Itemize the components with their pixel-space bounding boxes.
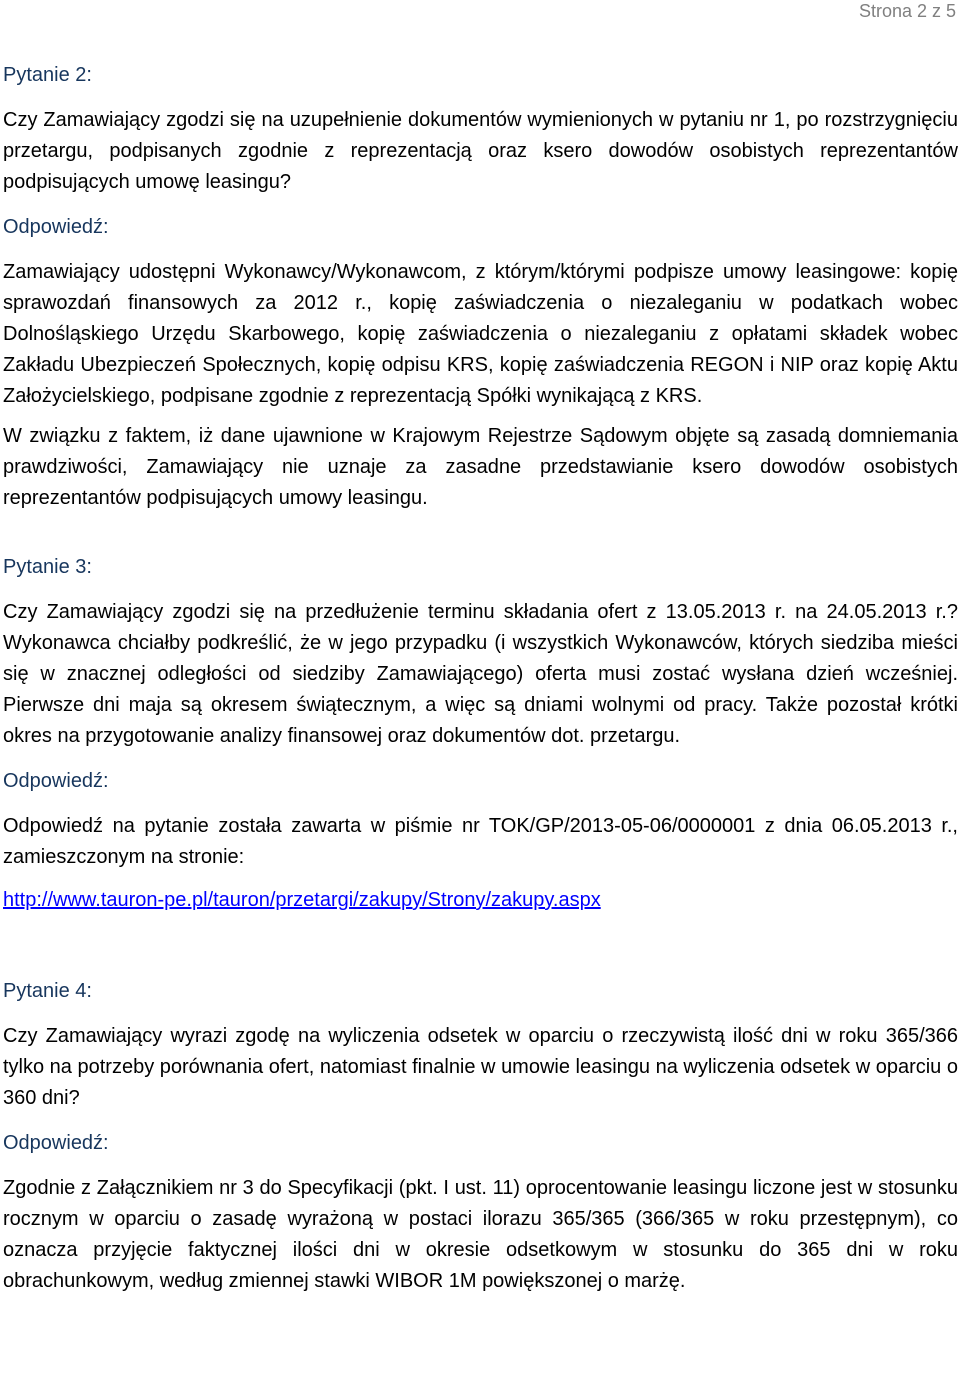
- answer-2-heading: Odpowiedź:: [3, 216, 109, 238]
- page-number: Strona 2 z 5: [858, 1, 956, 21]
- question-4-heading: Pytanie 4:: [3, 980, 92, 1002]
- question-2-heading: Pytanie 2:: [3, 64, 92, 86]
- answer-3-link-line: [3, 885, 958, 916]
- question-2-text: Czy Zamawiający zgodzi się na uzupełnienie dokumentów wymienionych w pytaniu nr 1, po rozstrzygnięciu przetargu, podpisanych zgodnie z reprezentacją oraz ksero dowodów osobistych reprezentantów podpisujących umowę leasingu?: [3, 109, 958, 193]
- answer-2-text-continued: W związku z faktem, iż dane ujawnione w Krajowym Rejestrze Sądowym objęte są zasadą domniemania prawdziwości, Zamawiający nie uznaje za zasadne przedstawianie ksero dowodów osobistych reprezentantów podpisujących umowy leasingu.: [3, 425, 958, 509]
- answer-4-text: Zgodnie z Załącznikiem nr 3 do Specyfikacji (pkt. I ust. 11) oprocentowanie leasingu liczone jest w stosunku rocznym w oparciu o zasadę wyrażoną w postaci ilorazu 365/365 (366/365 w roku przestępnym), co oznacza przyjęcie faktycznej ilości dni w okresie odsetkowym w stosunku do 365 dni w roku obrachunkowym, według zmiennej stawki WIBOR 1M powiększonej o marżę.: [3, 1177, 958, 1292]
- answer-3-heading: Odpowiedź:: [3, 770, 109, 792]
- question-3-text: Czy Zamawiający zgodzi się na przedłużenie terminu składania ofert z 13.05.2013 r. na 24.05.2013 r.? Wykonawca chciałby podkreślić, że w jego przypadku (i wszystkich Wykonawców, których siedziba mieści się w znacznej odległości od siedziby Zamawiającego) oferta musi zostać wysłana dzień wcześniej. Pierwsze dni maja są okresem świątecznym, a więc są dniami wolnymi od pracy. Także pozostał krótki okres na przygotowanie analizy finansowej oraz dokumentów dot. przetargu.: [3, 601, 958, 747]
- tauron-procurement-link[interactable]: http://www.tauron-pe.pl/tauron/przetargi/zakupy/Strony/zakupy.aspx: [3, 889, 601, 911]
- answer-4-heading: Odpowiedź:: [3, 1132, 109, 1154]
- document-body: [3, 60, 958, 1297]
- question-4-text: Czy Zamawiający wyrazi zgodę na wyliczenia odsetek w oparciu o rzeczywistą ilość dni w roku 365/366 tylko na potrzeby porównania ofert, natomiast finalnie w umowie leasingu na wyliczenia odsetek w oparciu o 360 dni?: [3, 1025, 958, 1109]
- question-3-heading: Pytanie 3:: [3, 556, 92, 578]
- answer-2-text: Zamawiający udostępni Wykonawcy/Wykonawcom, z którym/którymi podpisze umowy leasingowe: kopię sprawozdań finansowych za 2012 r., kopię zaświadczenia o niezaleganiu w podatkach wobec Dolnośląskiego Urzędu Skarbowego, kopię zaświadczenia o niezaleganiu z opłatami składek wobec Zakładu Ubezpieczeń Społecznych, kopię odpisu KRS, kopię zaświadczenia REGON i NIP oraz kopię Aktu Założycielskiego, podpisane zgodnie z reprezentacją Spółki wynikającą z KRS.: [3, 261, 958, 407]
- answer-3-text: Odpowiedź na pytanie została zawarta w piśmie nr TOK/GP/2013-05-06/0000001 z dnia 06.05.2013 r., zamieszczonym na stronie:: [3, 815, 958, 868]
